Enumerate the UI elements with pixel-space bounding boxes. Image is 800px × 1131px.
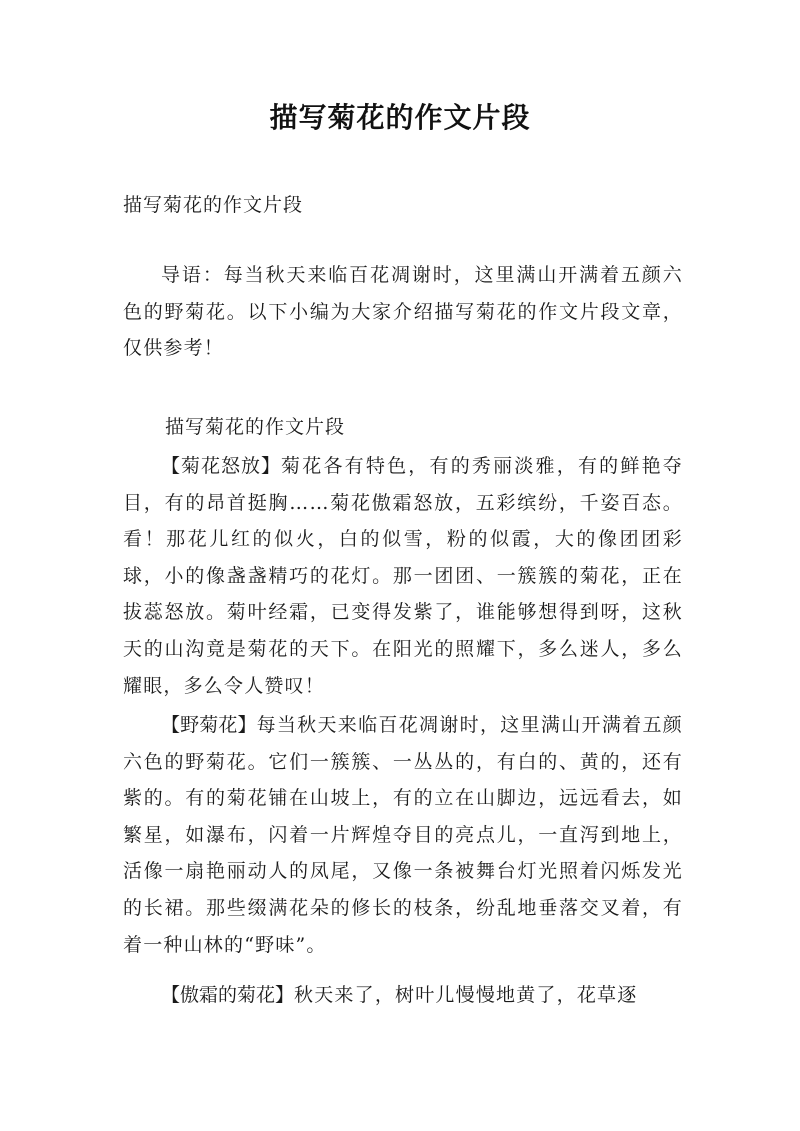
intro-paragraph: 导语：每当秋天来临百花凋谢时，这里满山开满着五颜六色的野菊花。以下小编为大家介绍描写菊花的作文片段文章，仅供参考！: [123, 264, 683, 360]
paragraph-tag: 【野菊花】: [161, 714, 257, 736]
paragraph-text: 秋天来了，树叶儿慢慢地黄了，花草逐: [294, 984, 638, 1006]
paragraph-tag: 【傲霜的菊花】: [161, 984, 295, 1006]
paragraph-text: 每当秋天来临百花凋谢时，这里满山开满着五颜六色的野菊花。它们一簇簇、一丛丛的，有白的、黄的，还有紫的。有的菊花铺在山坡上，有的立在山脚边，远远看去，如繁星，如瀑布，闪着一片辉煌夺目的亮点儿，一直泻到地上，活像一扇艳丽动人的凤尾，又像一条被舞台灯光照着闪烁发光的长裙。那些缀满花朵的修长的枝条，纷乱地垂落交叉着，有着一种山林的“野味”。: [123, 714, 683, 956]
document-subtitle: 描写菊花的作文片段: [123, 194, 304, 216]
paragraph-chrysanthemum-bloom: [123, 448, 683, 704]
section-heading: 描写菊花的作文片段: [165, 416, 346, 438]
document-title: 描写菊花的作文片段: [269, 101, 531, 134]
paragraph-wild-chrysanthemum: [123, 707, 683, 963]
paragraph-frost-chrysanthemum: [123, 977, 683, 1014]
paragraph-text: 菊花各有特色，有的秀丽淡雅，有的鲜艳夺目，有的昂首挺胸……菊花傲霜怒放，五彩缤纷，千姿百态。看！那花儿红的似火，白的似雪，粉的似霞，大的像团团彩球，小的像盏盏精巧的花灯。那一团团、一簇簇的菊花，正在拔蕊怒放。菊叶经霜，已变得发紫了，谁能够想得到呀，这秋天的山沟竟是菊花的天下。在阳光的照耀下，多么迷人，多么耀眼，多么令人赞叹！: [123, 455, 683, 697]
paragraph-tag: 【菊花怒放】: [161, 455, 282, 477]
